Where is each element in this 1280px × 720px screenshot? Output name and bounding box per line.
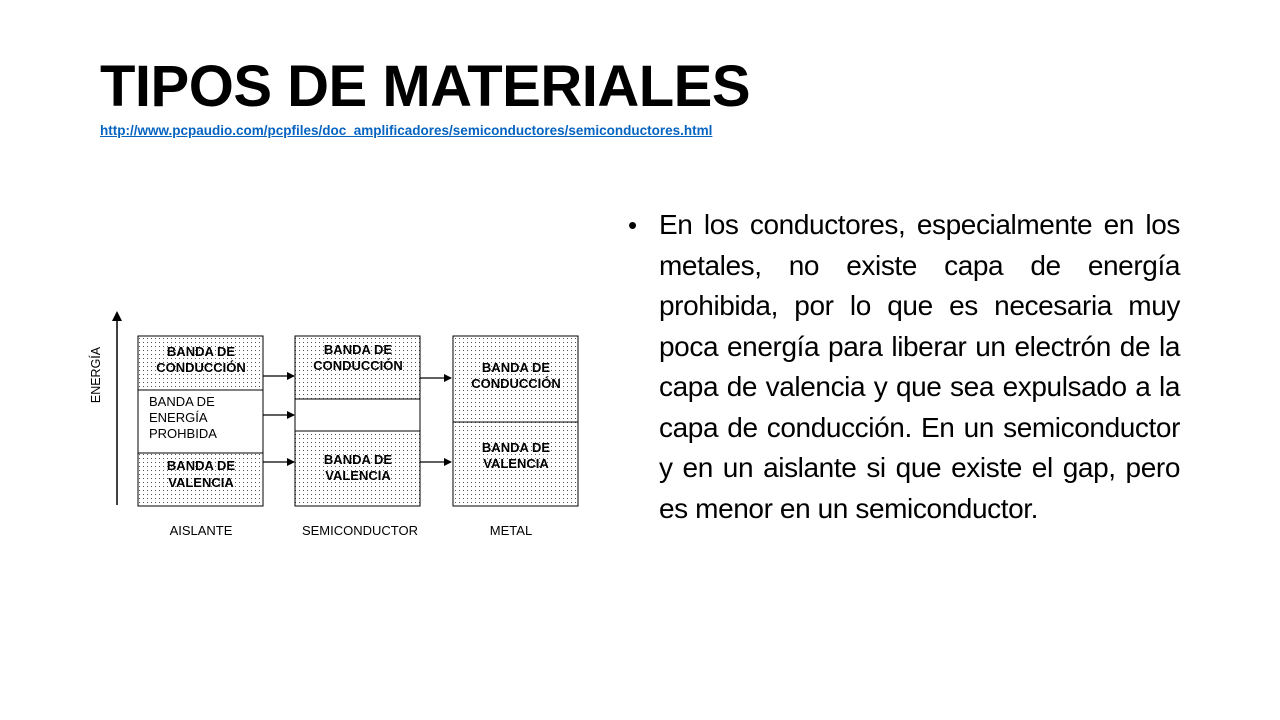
energy-axis-label: ENERGÍA (89, 346, 103, 404)
metal-valence-line1: BANDA DE (481, 440, 551, 455)
aislante-gap-line3: PROHBIDA (149, 426, 217, 441)
aislante-column (138, 336, 263, 538)
aislante-valence-line2: VALENCIA (168, 475, 234, 490)
bullet-list (628, 205, 1180, 529)
source-link[interactable]: http://www.pcpaudio.com/pcpfiles/doc_amplificadores/semiconductores/semiconductores.html (100, 123, 713, 138)
band-diagram (70, 305, 610, 550)
semiconductor-column (295, 336, 420, 538)
metal-conduction-line1: BANDA DE (481, 360, 551, 375)
semiconductor-valence-line2: VALENCIA (325, 468, 391, 483)
aislante-valence-line1: BANDA DE (166, 458, 236, 473)
metal-label: METAL (489, 523, 533, 538)
aislante-gap-line2: ENERGÍA (149, 410, 208, 425)
energy-axis-arrowhead (112, 311, 122, 321)
metal-column (453, 336, 578, 538)
semiconductor-conduction-line2: CONDUCCIÓN (313, 358, 403, 373)
metal-conduction-line2: CONDUCCIÓN (471, 376, 561, 391)
slide-title: TIPOS DE MATERIALES (100, 54, 751, 119)
aislante-label: AISLANTE (169, 523, 233, 538)
semiconductor-label: SEMICONDUCTOR (301, 523, 419, 538)
semiconductor-valence-line1: BANDA DE (323, 452, 393, 467)
aislante-conduction-line1: BANDA DE (166, 344, 236, 359)
semiconductor-gap-band (295, 399, 420, 431)
aislante-gap-line1: BANDA DE (149, 394, 215, 409)
semiconductor-conduction-line1: BANDA DE (323, 342, 393, 357)
bullet-symbol: • (628, 210, 638, 240)
metal-valence-line2: VALENCIA (483, 456, 549, 471)
aislante-conduction-line2: CONDUCCIÓN (156, 360, 246, 375)
bullet-paragraph: En los conductores, especialmente en los metales, no existe capa de energía prohibida, por lo que es necesaria muy poca energía para liberar un electrón de la capa de valencia y que sea expulsado a la capa de conducción. En un semiconductor y en un aislante si que existe el gap, pero es menor en un semiconductor. (659, 209, 1180, 524)
energy-axis (88, 311, 122, 505)
